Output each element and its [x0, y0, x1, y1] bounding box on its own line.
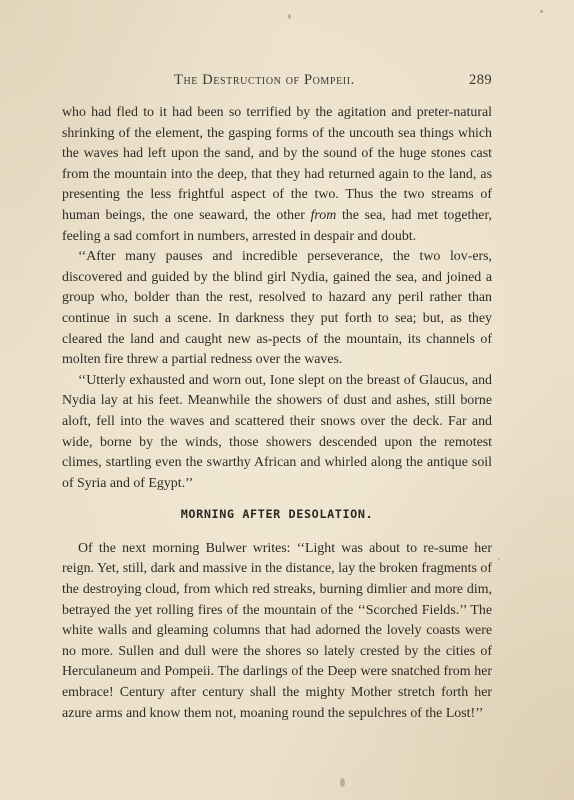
paragraph-text: the sea, had met together, feeling a sad comfort in numbers, arrested in despair and doubt. — [62, 207, 492, 244]
running-title: The Destruction of Pompeii. — [174, 72, 355, 88]
emphasis-word: from — [310, 207, 337, 223]
paper-speck — [540, 10, 543, 13]
running-head — [62, 72, 492, 92]
paragraph-text: who had fled to it had been so terrified by the agitation and preter-natural shrinking of the element, the gasping forms of the uncouth sea things which the waves had left upon the sand, and by the sound of the huge stones cast from the mountain into the deep, that they had returned again to the land, as presenting the less frightful aspect of the two. Thus the two streams of human beings, the one seaward, the other — [62, 105, 492, 223]
paragraph-ione-glaucus: ‘‘Utterly exhausted and worn out, Ione slept on the breast of Glaucus, and Nydia lay at his feet. Meanwhile the showers of dust and ashes, still borne aloft, fell into the waves and scattered their snows over the deck. Far and wide, borne by the winds, those showers descended upon the remotest climes, startling even the swarthy African and whirled along the antique soil of Syria and of Egypt.’’ — [62, 372, 492, 491]
paragraph-lovers-escape: ‘‘After many pauses and incredible perseverance, the two lov-ers, discovered and guided by the blind girl Nydia, gained the sea, and joined a group who, bolder than the rest, resolved to hazard any peril rather than continue in such a scene. In darkness they put forth to sea; but, as they cleared the land and caught new as-pects of the mountain, its channels of molten fire threw a partial redness over the waves. — [62, 249, 492, 368]
paragraph-morning-after: Of the next morning Bulwer writes: ‘‘Light was about to re-sume her reign. Yet, still, dark and massive in the distance, lay the broken fragments of the destroying cloud, from which red streaks, burning dimlier and more dim, betrayed the yet rolling fires of the mountain of the ‘‘Scorched Fields.’’ The white walls and gleaming columns that had adorned the lovely coasts were no more. Sullen and dull were the shores so lately crested by the cities of Herculaneum and Pompeii. The darlings of the Deep were snatched from her embrace! Century after century shall the mighty Mother stretch forth her azure arms and know them not, moaning round the sepulchres of the Lost!’’ — [62, 540, 492, 721]
paper-speck — [498, 558, 500, 560]
paper-speck — [340, 778, 345, 787]
section-heading: MORNING AFTER DESOLATION. — [180, 507, 374, 522]
page-number: 289 — [469, 72, 492, 88]
paragraph-continuation — [62, 103, 492, 247]
paper-speck — [124, 686, 126, 688]
page-body — [62, 103, 492, 724]
paper-speck — [288, 14, 291, 19]
